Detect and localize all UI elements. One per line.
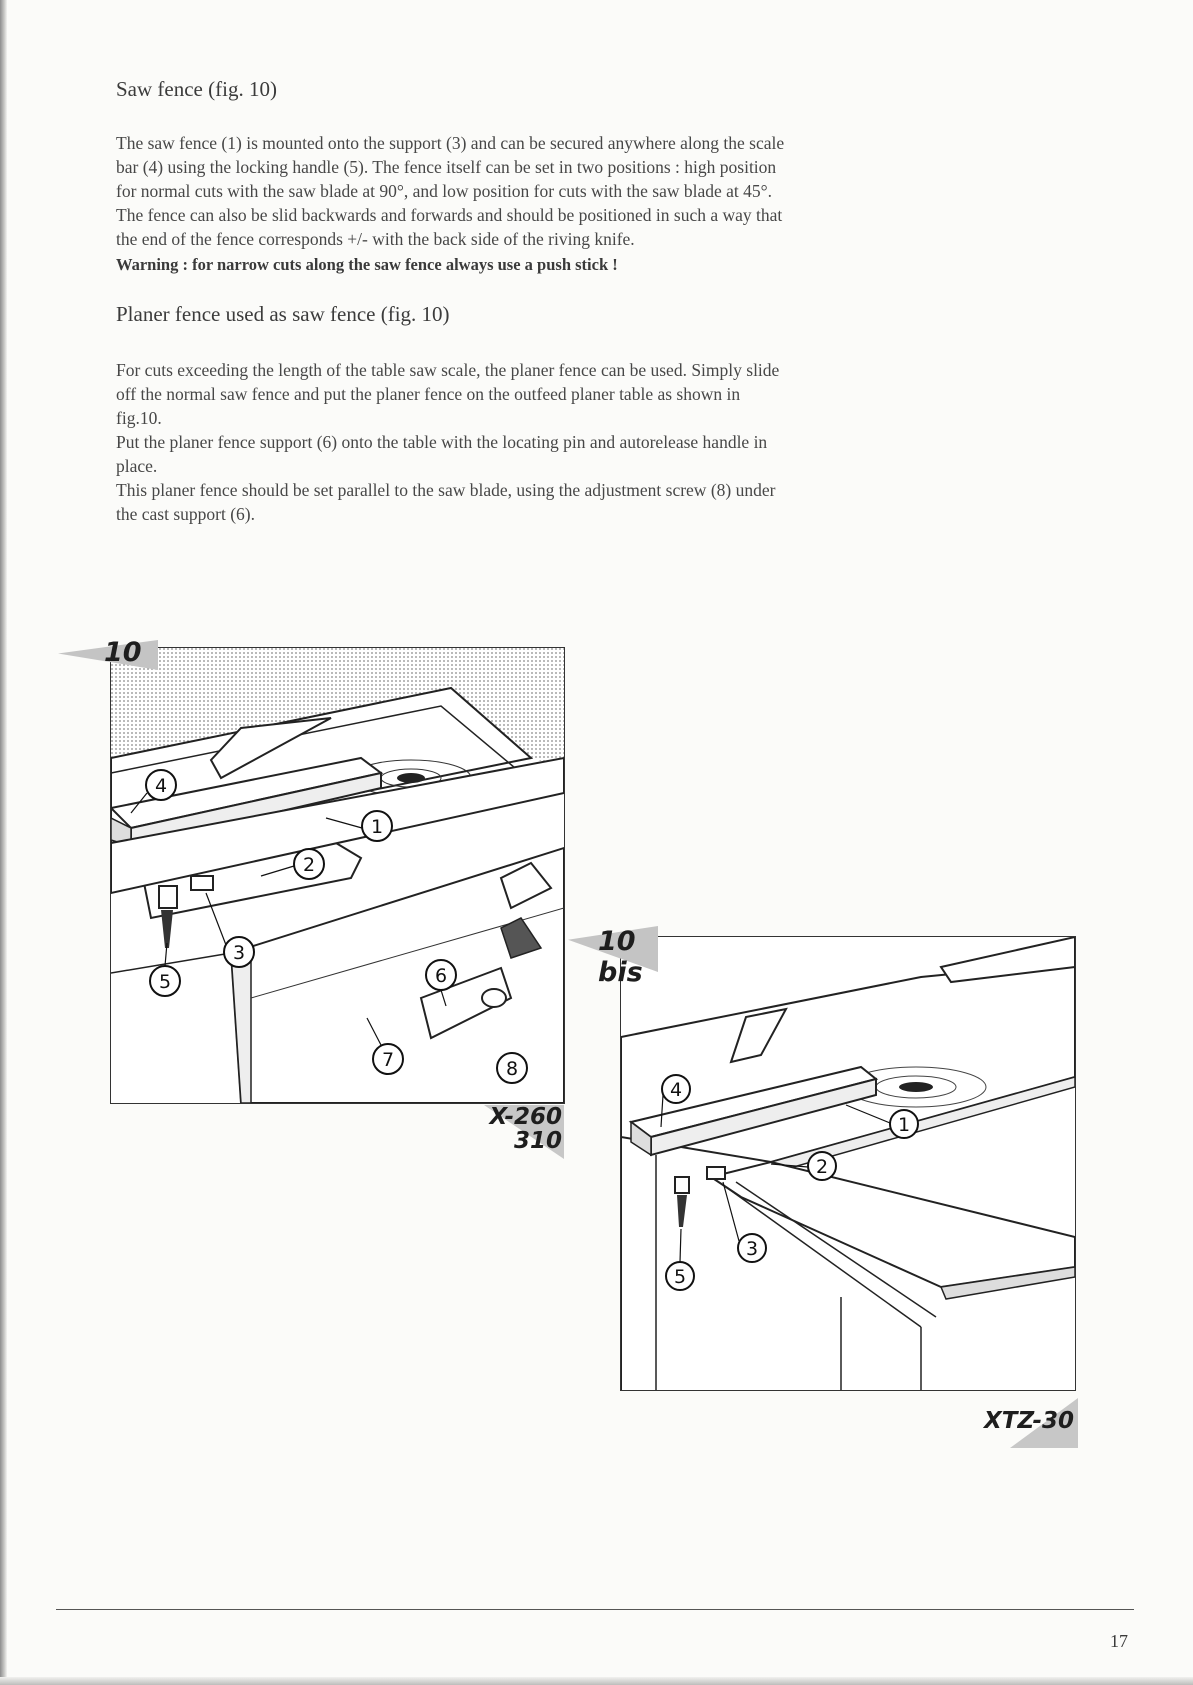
model-line-1: X-260 <box>489 1104 562 1130</box>
paragraph-line: the cast support (6). <box>116 504 255 524</box>
model-text: XTZ-30 <box>984 1408 1074 1434</box>
paragraph-line: For cuts exceeding the length of the table saw scale, the planer fence can be used. Simply slide <box>116 360 780 380</box>
paragraph-line: fig.10. <box>116 408 162 428</box>
paragraph-line: for normal cuts with the saw blade at 90°, and low position for cuts with the saw blade at 45°. <box>116 181 773 201</box>
callout-6: 6 <box>434 965 448 987</box>
callout-5: 5 <box>673 1266 687 1288</box>
callout-4: 4 <box>154 775 168 797</box>
callout-3: 3 <box>745 1238 759 1260</box>
figure-10bis-tab <box>568 926 668 988</box>
paragraph-line: This planer fence should be set parallel to the saw blade, using the adjustment screw (8) under <box>116 480 776 500</box>
callout-8: 8 <box>505 1058 519 1080</box>
callout-7: 7 <box>381 1049 395 1071</box>
heading-planer-fence: Planer fence used as saw fence (fig. 10) <box>116 302 450 326</box>
binding-edge <box>0 0 7 1685</box>
callout-5: 5 <box>158 971 172 993</box>
model-line-2: 310 <box>513 1128 562 1154</box>
model-label-x260 <box>470 1105 562 1159</box>
callout-2: 2 <box>302 854 316 876</box>
warning-text: Warning : for narrow cuts along the saw fence always use a push stick ! <box>116 255 618 274</box>
paragraph-line: The saw fence (1) is mounted onto the support (3) and can be secured anywhere along the scale <box>116 133 785 153</box>
figure-10bis-illustration <box>620 936 1076 1391</box>
fig10bis-drawing <box>621 937 1075 1390</box>
callout-4: 4 <box>669 1079 683 1101</box>
figure-10-number: 10 <box>104 637 142 668</box>
paragraph-line: bar (4) using the locking handle (5). The fence itself can be set in two positions : high position <box>116 157 777 177</box>
heading-saw-fence: Saw fence (fig. 10) <box>116 77 277 101</box>
paragraph-line: Put the planer fence support (6) onto the table with the locating pin and autorelease handle in <box>116 432 768 452</box>
figure-10-tab <box>58 636 158 672</box>
paragraph-line: the end of the fence corresponds +/- with the back side of the riving knife. <box>116 229 635 249</box>
figure-10bis-number: 10 bis <box>598 926 643 988</box>
footer-rule <box>56 1609 1134 1610</box>
model-label-xtz30 <box>970 1398 1078 1448</box>
page-number: 17 <box>1110 1631 1128 1651</box>
fig10-drawing <box>111 648 564 1103</box>
callout-3: 3 <box>232 942 246 964</box>
page-bottom-edge <box>0 1677 1193 1685</box>
callout-1: 1 <box>897 1114 911 1136</box>
paragraph-line: The fence can also be slid backwards and forwards and should be positioned in such a way that <box>116 205 783 225</box>
callout-2: 2 <box>815 1156 829 1178</box>
callout-1: 1 <box>370 816 384 838</box>
paragraph-line: place. <box>116 456 158 476</box>
figure-10-illustration <box>110 647 565 1104</box>
paragraph-line: off the normal saw fence and put the planer fence on the outfeed planer table as shown in <box>116 384 741 404</box>
